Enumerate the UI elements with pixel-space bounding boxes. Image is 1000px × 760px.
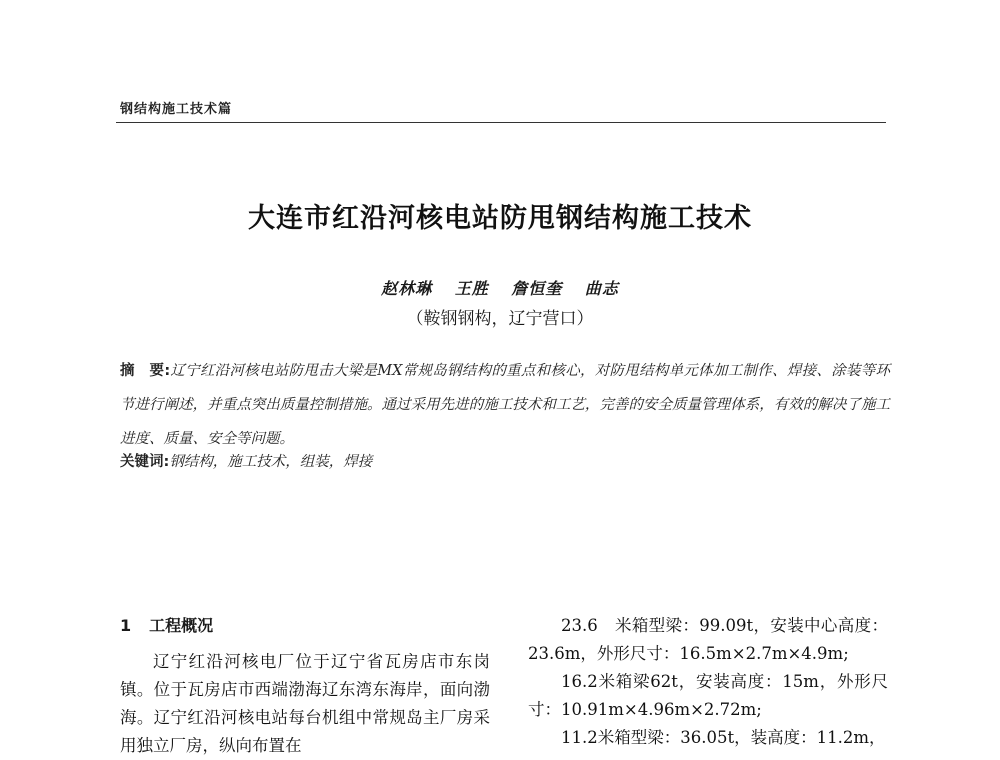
spec-paragraph: 11.2米箱型梁：36.05t，装高度：11.2m， — [561, 728, 886, 747]
abstract-label: 摘 要: — [120, 363, 171, 379]
section-paragraph: 辽宁红沿河核电厂位于辽宁省瓦房店市东岗镇。位于瓦房店市西端渤海辽东湾东海岸，面向渤海。辽宁红沿河核电站每台机组中常规岛主厂房采用独立厂房，纵向布置在 — [120, 652, 490, 755]
keywords-text: 钢结构，施工技术，组装，焊接 — [169, 454, 373, 470]
author-name: 曲志 — [584, 279, 619, 298]
abstract-text: 辽宁红沿河核电站防甩击大梁是MX常规岛钢结构的重点和核心，对防甩结构单元体加工制作、焊接、涂装等环节进行阐述，并重点突出质量控制措施。通过采用先进的施工技术和工艺，完善的安全质量管理体系，有效的解决了施工进度、质量、安全等问题。 — [120, 363, 890, 447]
header-rule — [116, 122, 886, 123]
spec-paragraph: 16.2米箱梁62t，安装高度：15m，外形尺寸：10.91m×4.96m×2.72m; — [528, 672, 888, 719]
author-affiliation: （鞍钢钢构，辽宁营口） — [406, 309, 594, 329]
section-number: 1 — [120, 616, 132, 635]
article-title: 大连市红沿河核电站防甩钢结构施工技术 — [248, 203, 752, 234]
section-title: 工程概况 — [149, 616, 214, 635]
right-column — [528, 612, 888, 752]
running-head: 钢结构施工技术篇 — [120, 102, 233, 117]
section-heading — [120, 612, 490, 640]
author-name: 王胜 — [454, 279, 489, 298]
author-name: 詹恒奎 — [511, 279, 563, 298]
spec-paragraph: 23.6 米箱型梁：99.09t，安装中心高度：23.6m，外形尺寸：16.5m×2.7m×4.9m; — [528, 616, 888, 663]
keywords-label: 关键词: — [120, 454, 170, 470]
left-column — [120, 612, 490, 760]
author-name: 赵林琳 — [381, 279, 433, 298]
abstract — [120, 354, 890, 456]
author-list — [0, 276, 1000, 299]
keywords — [120, 450, 890, 474]
